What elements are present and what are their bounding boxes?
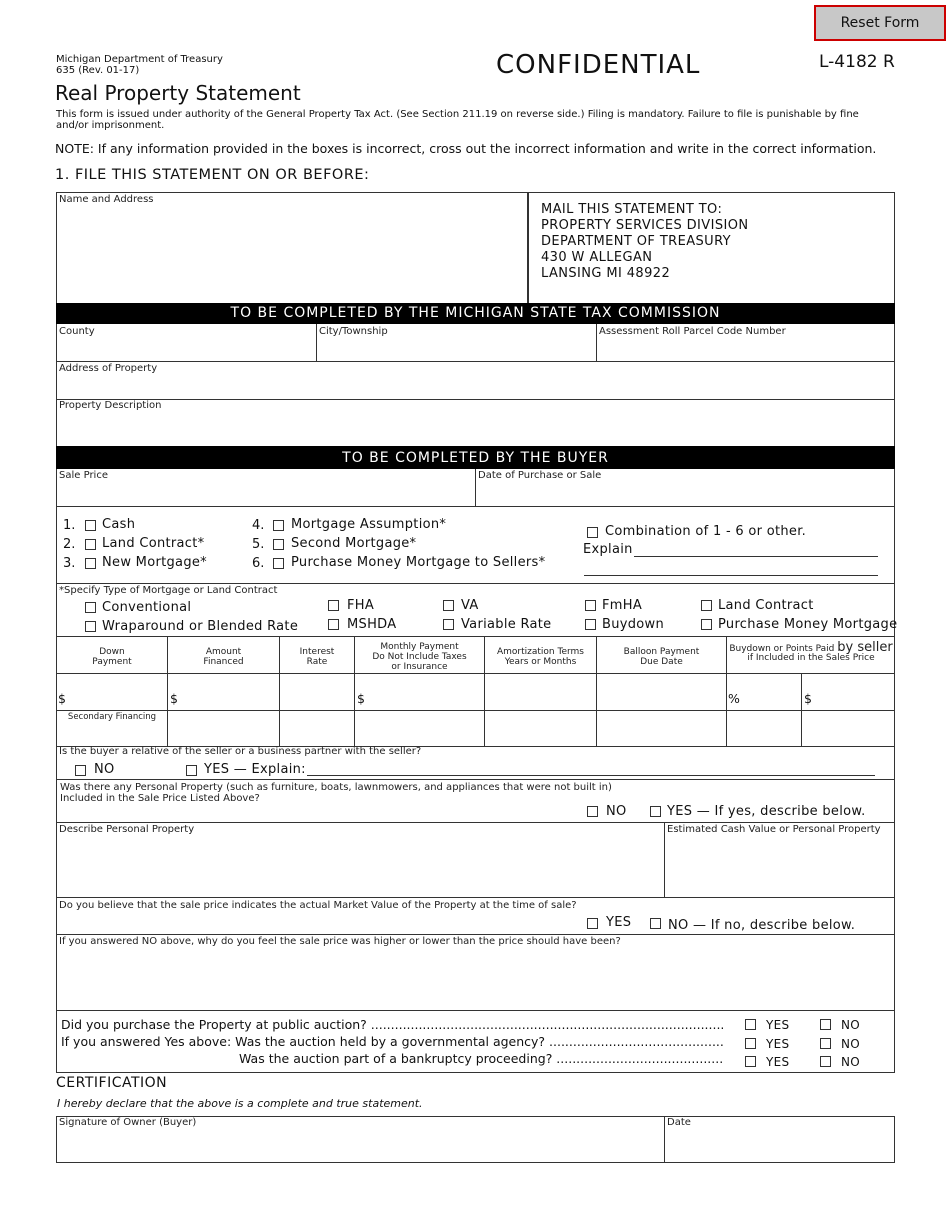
- buyer-section-bar: TO BE COMPLETED BY THE BUYER: [56, 446, 895, 469]
- combination-checkbox[interactable]: [587, 527, 598, 538]
- header-line: Financed: [203, 657, 244, 667]
- divider: [56, 583, 895, 584]
- name-address-label: Name and Address: [59, 194, 154, 205]
- relative-question: Is the buyer a relative of the seller or a business partner with the seller?: [59, 746, 422, 757]
- certification-heading: CERTIFICATION: [56, 1075, 168, 1091]
- fha-label: FHA: [347, 598, 375, 613]
- new-mortgage-checkbox[interactable]: [85, 558, 96, 569]
- header-line: Due Date: [640, 657, 683, 667]
- method-number: 2.: [63, 537, 76, 552]
- buydown-header: [727, 640, 895, 663]
- no-label: NO: [841, 1037, 861, 1051]
- second-mortgage-label: Second Mortgage*: [291, 536, 417, 551]
- auction-bankruptcy-yes-checkbox[interactable]: [745, 1056, 756, 1067]
- purchase-money-type-label: Purchase Money Mortgage: [718, 617, 898, 632]
- method-number: 1.: [63, 518, 76, 533]
- commission-section-bar: TO BE COMPLETED BY THE MICHIGAN STATE TAX COMMISSION: [56, 303, 895, 324]
- down-payment-header: [57, 647, 167, 667]
- header-line: Rate: [306, 657, 328, 667]
- divider: [664, 822, 665, 897]
- variable-rate-label: Variable Rate: [461, 617, 552, 632]
- date-label: Date: [667, 1117, 691, 1128]
- auction-bankruptcy-no-checkbox[interactable]: [820, 1056, 831, 1067]
- mail-to-block: [541, 202, 748, 282]
- divider: [475, 469, 476, 506]
- yes-label: YES: [766, 1037, 790, 1051]
- no-label: NO: [841, 1018, 861, 1032]
- auction-question-1: Did you purchase the Property at public auction? .........................................................................................: [61, 1017, 725, 1032]
- market-no-label: NO — If no, describe below.: [668, 918, 856, 933]
- balloon-payment-header: [597, 647, 726, 667]
- amount-financed-header: [168, 647, 279, 667]
- explain-field[interactable]: [634, 556, 878, 557]
- land-contract-label: Land Contract*: [102, 536, 205, 551]
- mortgage-type-label: *Specify Type of Mortgage or Land Contract: [59, 585, 278, 596]
- relative-explain-field[interactable]: [307, 775, 875, 776]
- mail-line: 430 W ALLEGAN: [541, 250, 653, 265]
- variable-rate-checkbox[interactable]: [443, 619, 454, 630]
- method-number: 4.: [252, 518, 265, 533]
- auction-public-no-checkbox[interactable]: [820, 1019, 831, 1030]
- cash-label: Cash: [102, 517, 136, 532]
- fmha-checkbox[interactable]: [585, 600, 596, 611]
- personal-property-question-2: Included in the Sale Price Listed Above?: [60, 793, 260, 804]
- explain-label: Explain: [583, 542, 633, 557]
- property-description-label: Property Description: [59, 400, 162, 411]
- mail-line: MAIL THIS STATEMENT TO:: [541, 202, 723, 217]
- describe-personal-label: Describe Personal Property: [59, 824, 195, 835]
- explain-field-line-2[interactable]: [584, 575, 878, 576]
- header-line: Do Not Include Taxes: [372, 652, 467, 662]
- yes-label: YES: [766, 1018, 790, 1032]
- divider: [56, 361, 895, 362]
- parcel-code-label: Assessment Roll Parcel Code Number: [599, 326, 786, 337]
- divider: [596, 324, 597, 361]
- buydown-checkbox[interactable]: [585, 619, 596, 630]
- method-number: 6.: [252, 556, 265, 571]
- estimated-value-label: Estimated Cash Value or Personal Property: [667, 824, 881, 835]
- header-line: Interest: [299, 647, 335, 657]
- divider: [56, 636, 895, 637]
- method-number: 3.: [63, 556, 76, 571]
- date-of-sale-label: Date of Purchase or Sale: [478, 470, 602, 481]
- market-value-question: Do you believe that the sale price indicates the actual Market Value of the Property at the time of sale?: [59, 900, 577, 911]
- divider: [56, 399, 895, 400]
- va-checkbox[interactable]: [443, 600, 454, 611]
- cash-checkbox[interactable]: [85, 520, 96, 531]
- divider: [56, 1010, 895, 1011]
- form-title: Real Property Statement: [55, 81, 301, 105]
- mail-line: PROPERTY SERVICES DIVISION: [541, 218, 749, 233]
- land-contract-type-label: Land Contract: [718, 598, 814, 613]
- mshda-label: MSHDA: [347, 617, 397, 632]
- market-yes-label: YES: [606, 915, 632, 930]
- va-label: VA: [461, 598, 479, 613]
- purchase-money-mortgage-checkbox[interactable]: [273, 558, 284, 569]
- dollar-sign: $: [58, 691, 66, 706]
- auction-government-yes-checkbox[interactable]: [745, 1038, 756, 1049]
- county-label: County: [59, 326, 95, 337]
- header-line: Monthly Payment: [380, 642, 459, 652]
- market-yes-checkbox[interactable]: [587, 918, 598, 929]
- fha-checkbox[interactable]: [328, 600, 339, 611]
- relative-yes-label: YES — Explain:: [204, 762, 306, 777]
- mortgage-assumption-label: Mortgage Assumption*: [291, 517, 447, 532]
- dollar-sign: $: [170, 691, 178, 706]
- personal-yes-checkbox[interactable]: [650, 806, 661, 817]
- divider: [56, 673, 895, 674]
- header-line: Years or Months: [504, 657, 577, 667]
- header-line: Payment: [92, 657, 132, 667]
- certification-statement: I hereby declare that the above is a complete and true statement.: [57, 1097, 423, 1110]
- relative-no-label: NO: [94, 762, 115, 777]
- purchase-money-type-checkbox[interactable]: [701, 619, 712, 630]
- header-line: Buydown or Points Paid: [729, 644, 835, 654]
- header-line: Balloon Payment: [623, 647, 700, 657]
- divider: [56, 897, 895, 898]
- personal-no-label: NO: [606, 804, 627, 819]
- header-line: or Insurance: [391, 662, 448, 672]
- method-number: 5.: [252, 537, 265, 552]
- authority-text: This form is issued under authority of the General Property Tax Act. (See Section 211.19 on reverse side.) Filing is mandatory. Failure to file is punishable by fine and/or imprisonment.: [56, 109, 859, 131]
- purchase-money-mortgage-label: Purchase Money Mortgage to Sellers*: [291, 555, 546, 570]
- city-township-label: City/Township: [319, 326, 388, 337]
- second-mortgage-checkbox[interactable]: [273, 539, 284, 550]
- buydown-label: Buydown: [602, 617, 665, 632]
- divider: [56, 506, 895, 507]
- land-contract-type-checkbox[interactable]: [701, 600, 712, 611]
- new-mortgage-label: New Mortgage*: [102, 555, 207, 570]
- divider: [56, 822, 895, 823]
- yes-label: YES: [766, 1055, 790, 1069]
- mortgage-assumption-checkbox[interactable]: [273, 520, 284, 531]
- agency-name: Michigan Department of Treasury: [56, 54, 223, 65]
- dollar-sign: $: [804, 691, 812, 706]
- divider: [56, 779, 895, 780]
- property-address-label: Address of Property: [59, 363, 158, 374]
- divider: [664, 1116, 665, 1163]
- relative-no-checkbox[interactable]: [75, 765, 86, 776]
- note-text: NOTE: If any information provided in the boxes is incorrect, cross out the incorrect information and write in the correct information.: [55, 141, 877, 156]
- dollar-sign: $: [357, 691, 365, 706]
- mshda-checkbox[interactable]: [328, 619, 339, 630]
- wraparound-checkbox[interactable]: [85, 621, 96, 632]
- no-label: NO: [841, 1055, 861, 1069]
- divider: [527, 192, 529, 303]
- divider: [316, 324, 317, 361]
- divider: [56, 710, 895, 711]
- conventional-checkbox[interactable]: [85, 602, 96, 613]
- relative-yes-checkbox[interactable]: [186, 765, 197, 776]
- section-1-heading: 1. FILE THIS STATEMENT ON OR BEFORE:: [55, 167, 370, 183]
- combination-label: Combination of 1 - 6 or other.: [605, 524, 807, 539]
- name-address-field[interactable]: [57, 206, 526, 301]
- auction-public-yes-checkbox[interactable]: [745, 1019, 756, 1030]
- conventional-label: Conventional: [102, 600, 192, 615]
- personal-yes-label: YES — If yes, describe below.: [667, 804, 866, 819]
- header-line: if Included in the Sales Price: [747, 653, 875, 663]
- wraparound-label: Wraparound or Blended Rate: [102, 619, 299, 634]
- divider: [56, 934, 895, 935]
- secondary-financing-label: Secondary Financing: [67, 712, 157, 722]
- auction-government-no-checkbox[interactable]: [820, 1038, 831, 1049]
- fmha-label: FmHA: [602, 598, 643, 613]
- mail-line: LANSING MI 48922: [541, 266, 671, 281]
- confidential-heading: CONFIDENTIAL: [496, 50, 701, 80]
- sale-price-label: Sale Price: [59, 470, 108, 481]
- auction-question-3: Was the auction part of a bankruptcy proceeding? ..........................................: [239, 1051, 724, 1066]
- form-revision: 635 (Rev. 01-17): [56, 65, 140, 76]
- header-line: Amount: [205, 647, 242, 657]
- personal-no-checkbox[interactable]: [587, 806, 598, 817]
- monthly-payment-header: [355, 642, 484, 672]
- form-number: L-4182 R: [819, 52, 895, 72]
- header-line: Amortization Terms: [496, 647, 584, 657]
- why-question: If you answered NO above, why do you feel the sale price was higher or lower than the price should have been?: [59, 936, 621, 947]
- market-no-checkbox[interactable]: [650, 918, 661, 929]
- personal-property-question: Was there any Personal Property (such as furniture, boats, lawnmowers, and appliances that were not built in): [60, 782, 612, 793]
- amortization-header: [485, 647, 596, 667]
- reset-form-button[interactable]: Reset Form: [814, 5, 946, 41]
- interest-rate-header: [280, 647, 354, 667]
- mail-line: DEPARTMENT OF TREASURY: [541, 234, 732, 249]
- header-line: Down: [99, 647, 125, 657]
- header-line: by seller: [837, 640, 893, 655]
- percent-sign: %: [728, 691, 740, 706]
- auction-question-2: If you answered Yes above: Was the auction held by a governmental agency? ............................................: [61, 1034, 724, 1049]
- land-contract-checkbox[interactable]: [85, 539, 96, 550]
- signature-label: Signature of Owner (Buyer): [59, 1117, 197, 1128]
